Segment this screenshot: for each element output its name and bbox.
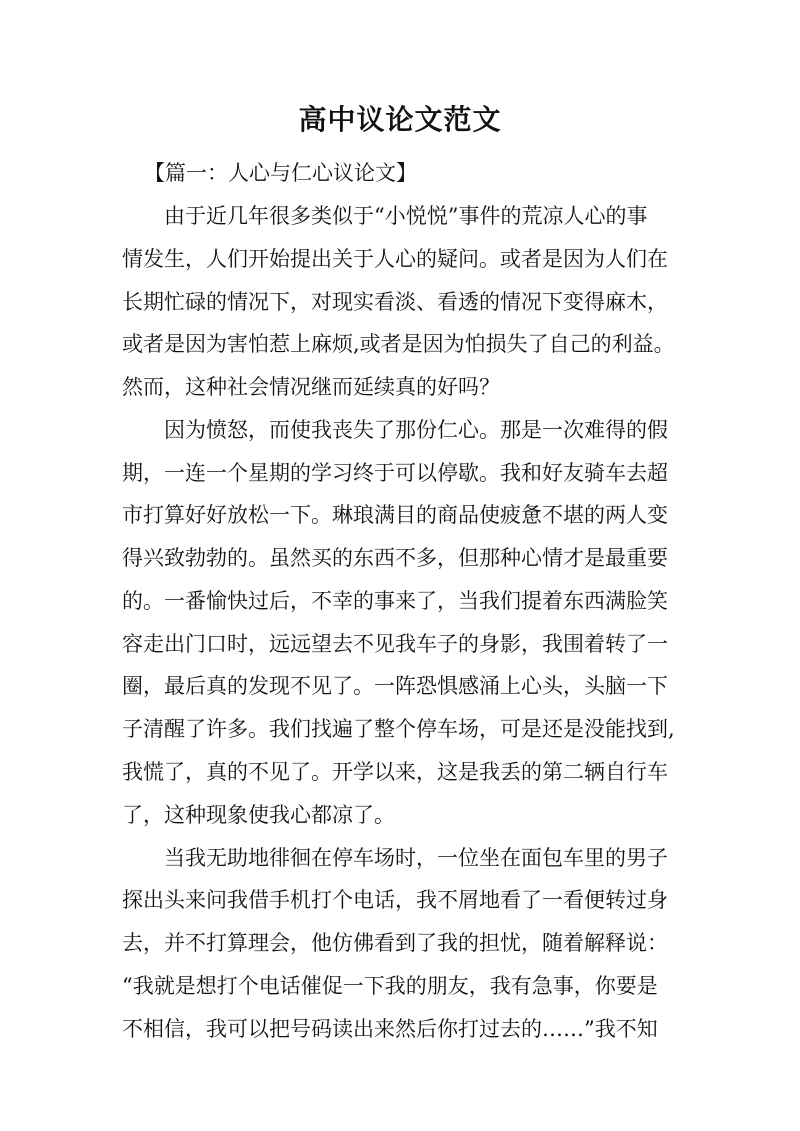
paragraph-line: 了，这种现象使我心都凉了。: [122, 803, 395, 827]
paragraph-line: 由于近几年很多类似于“小悦悦”事件的荒凉人心的事: [164, 204, 648, 228]
paragraph-line: 容走出门口时，远远望去不见我车子的身影，我围着转了一: [122, 632, 668, 656]
paragraph-line: 我慌了，真的不见了。开学以来，这是我丢的第二辆自行车: [122, 760, 668, 784]
paragraph-line: 探出头来问我借手机打个电话，我不屑地看了一看便转过身: [122, 888, 668, 912]
paragraph-line: 得兴致勃勃的。虽然买的东西不多，但那种心情才是最重要: [122, 546, 668, 570]
paragraph-line: 或者是因为害怕惹上麻烦,或者是因为怕损失了自己的利益。: [122, 332, 675, 356]
paragraph-line: 因为愤怒，而使我丧失了那份仁心。那是一次难得的假: [164, 418, 668, 442]
paragraph-line: 期，一连一个星期的学习终于可以停歇。我和好友骑车去超: [122, 461, 668, 485]
paragraph-line: 不相信，我可以把号码读出来然后你打过去的……”我不知: [122, 1017, 658, 1041]
paragraph-line: 情发生，人们开始提出关于人心的疑问。或者是因为人们在: [122, 247, 668, 271]
paragraph-line: 当我无助地徘徊在停车场时，一位坐在面包车里的男子: [164, 846, 668, 870]
paragraph-line: 市打算好好放松一下。琳琅满目的商品使疲惫不堪的两人变: [122, 503, 668, 527]
paragraph-line: 的。一番愉快过后，不幸的事来了，当我们提着东西满脸笑: [122, 589, 668, 613]
document-title: 高中议论文范文: [298, 103, 502, 136]
paragraph-line: 子清醒了许多。我们找遍了整个停车场，可是还是没能找到,: [122, 717, 675, 741]
paragraph-line: 圈，最后真的发现不见了。一阵恐惧感涌上心头，头脑一下: [122, 674, 668, 698]
paragraph-line: “我就是想打个电话催促一下我的朋友，我有急事，你要是: [122, 974, 658, 998]
paragraph-line: 然而，这种社会情况继而延续真的好吗？: [122, 375, 500, 399]
paragraph-line: 去，并不打算理会，他仿佛看到了我的担忧，随着解释说：: [122, 931, 668, 955]
section-heading: 【篇一：人心与仁心议论文】: [144, 161, 417, 185]
paragraph-line: 长期忙碌的情况下，对现实看淡、看透的情况下变得麻木，: [122, 290, 668, 314]
